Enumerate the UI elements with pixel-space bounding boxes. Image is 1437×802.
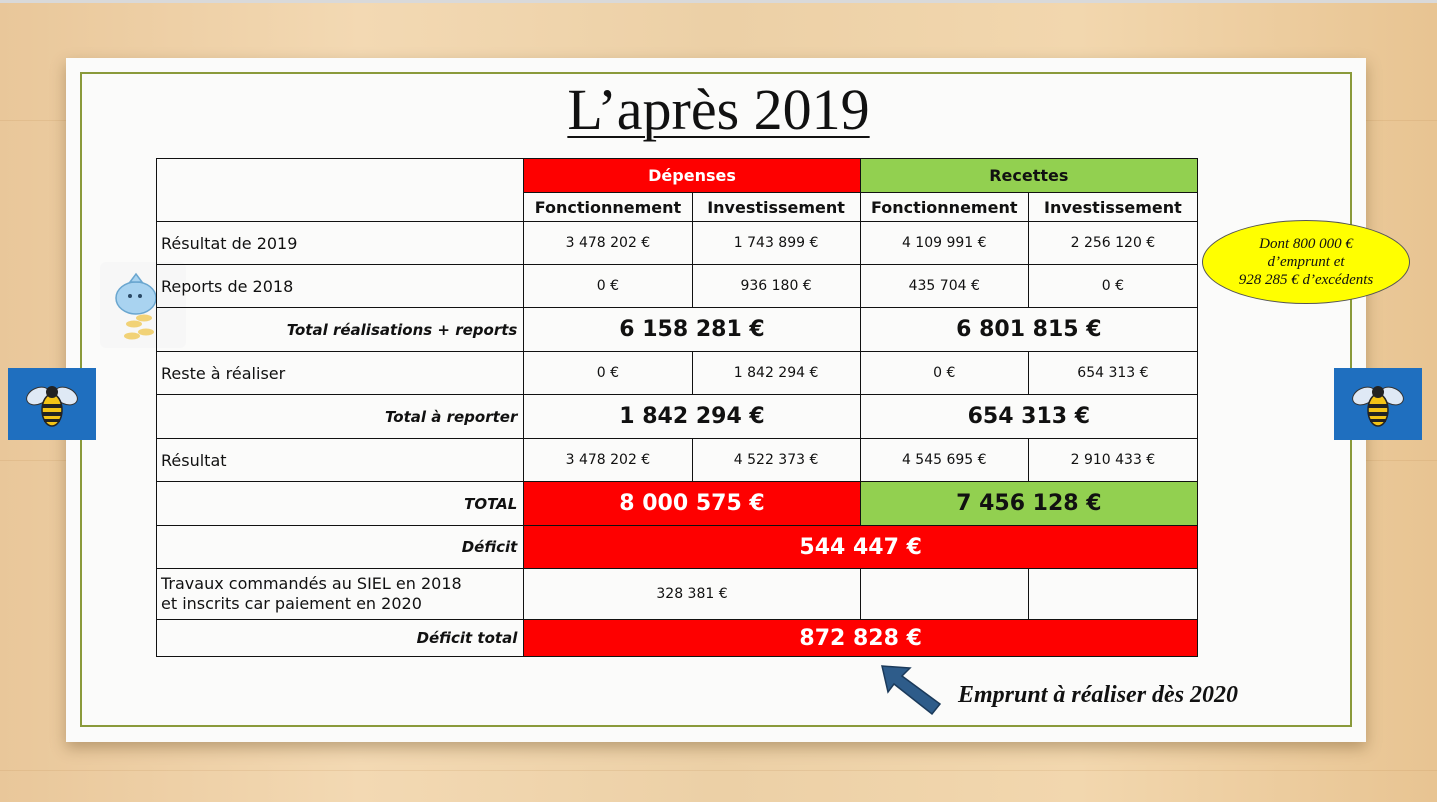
- subheader-dep-fonctionnement: Fonctionnement: [524, 193, 692, 222]
- deficit-total-value: 872 828 €: [524, 620, 1198, 657]
- subheader-rec-fonctionnement: Fonctionnement: [860, 193, 1028, 222]
- arrow-icon: [880, 662, 944, 718]
- total-recettes: 7 456 128 €: [860, 482, 1197, 526]
- header-recettes: Recettes: [860, 159, 1197, 193]
- cell-value: 0 €: [524, 352, 692, 395]
- total-depenses: 8 000 575 €: [524, 482, 860, 526]
- loan-note: Emprunt à réaliser dès 2020: [958, 682, 1239, 708]
- row-label: Total réalisations + reports: [157, 308, 524, 352]
- cell-value: 936 180 €: [692, 265, 860, 308]
- row-label: TOTAL: [157, 482, 524, 526]
- bee-icon: [1348, 374, 1408, 434]
- empty-cell: [860, 569, 1028, 620]
- total-recettes: 6 801 815 €: [860, 308, 1197, 352]
- row-label: Déficit: [157, 526, 524, 569]
- row-label-line: Travaux commandés au SIEL en 2018: [161, 574, 462, 593]
- row-label: Résultat: [157, 439, 524, 482]
- note-bubble: [1202, 220, 1410, 304]
- table-row: [157, 308, 1198, 352]
- budget-table: [156, 158, 1198, 657]
- table-row: [157, 482, 1198, 526]
- cell-value: 654 313 €: [1028, 352, 1197, 395]
- cell-value: 2 256 120 €: [1028, 222, 1197, 265]
- empty-cell: [1028, 569, 1197, 620]
- cell-value: 4 522 373 €: [692, 439, 860, 482]
- row-label: [157, 569, 524, 620]
- table-row: [157, 395, 1198, 439]
- bubble-line: 928 285 € d’excédents: [1238, 272, 1374, 288]
- deficit-value: 544 447 €: [524, 526, 1198, 569]
- bee-logo-right: [1334, 368, 1422, 440]
- bubble-line: d’emprunt et: [1267, 254, 1345, 270]
- cell-value: 1 842 294 €: [692, 352, 860, 395]
- table-row: [157, 569, 1198, 620]
- table-row: [157, 222, 1198, 265]
- row-label: Résultat de 2019: [157, 222, 524, 265]
- total-depenses: 1 842 294 €: [524, 395, 860, 439]
- row-label: Reports de 2018: [157, 265, 524, 308]
- cell-value: 0 €: [860, 352, 1028, 395]
- table-row: [157, 439, 1198, 482]
- table-corner-cell: [157, 159, 524, 222]
- cell-value: 0 €: [1028, 265, 1197, 308]
- bubble-line: Dont 800 000 €: [1259, 236, 1353, 252]
- table-row: [157, 265, 1198, 308]
- subheader-rec-investissement: Investissement: [1028, 193, 1197, 222]
- bee-logo-left: [8, 368, 96, 440]
- cell-value: 4 109 991 €: [860, 222, 1028, 265]
- cell-value: 4 545 695 €: [860, 439, 1028, 482]
- wood-grain: [0, 770, 1437, 771]
- row-label: Reste à réaliser: [157, 352, 524, 395]
- row-label-line: et inscrits car paiement en 2020: [161, 594, 422, 613]
- cell-value: 1 743 899 €: [692, 222, 860, 265]
- total-recettes: 654 313 €: [860, 395, 1197, 439]
- table-row: [157, 620, 1198, 657]
- total-depenses: 6 158 281 €: [524, 308, 860, 352]
- cell-value: 3 478 202 €: [524, 222, 692, 265]
- header-depenses: Dépenses: [524, 159, 860, 193]
- cell-value: 3 478 202 €: [524, 439, 692, 482]
- row-label: Total à reporter: [157, 395, 524, 439]
- bee-icon: [22, 374, 82, 434]
- cell-value: 0 €: [524, 265, 692, 308]
- table-row: [157, 352, 1198, 395]
- window-top-bar: [0, 0, 1437, 3]
- table-row: [157, 526, 1198, 569]
- subheader-dep-investissement: Investissement: [692, 193, 860, 222]
- slide-title: L’après 2019: [567, 77, 870, 142]
- cell-value: 435 704 €: [860, 265, 1028, 308]
- cell-value: 2 910 433 €: [1028, 439, 1197, 482]
- cell-value: 328 381 €: [524, 569, 860, 620]
- row-label: Déficit total: [157, 620, 524, 657]
